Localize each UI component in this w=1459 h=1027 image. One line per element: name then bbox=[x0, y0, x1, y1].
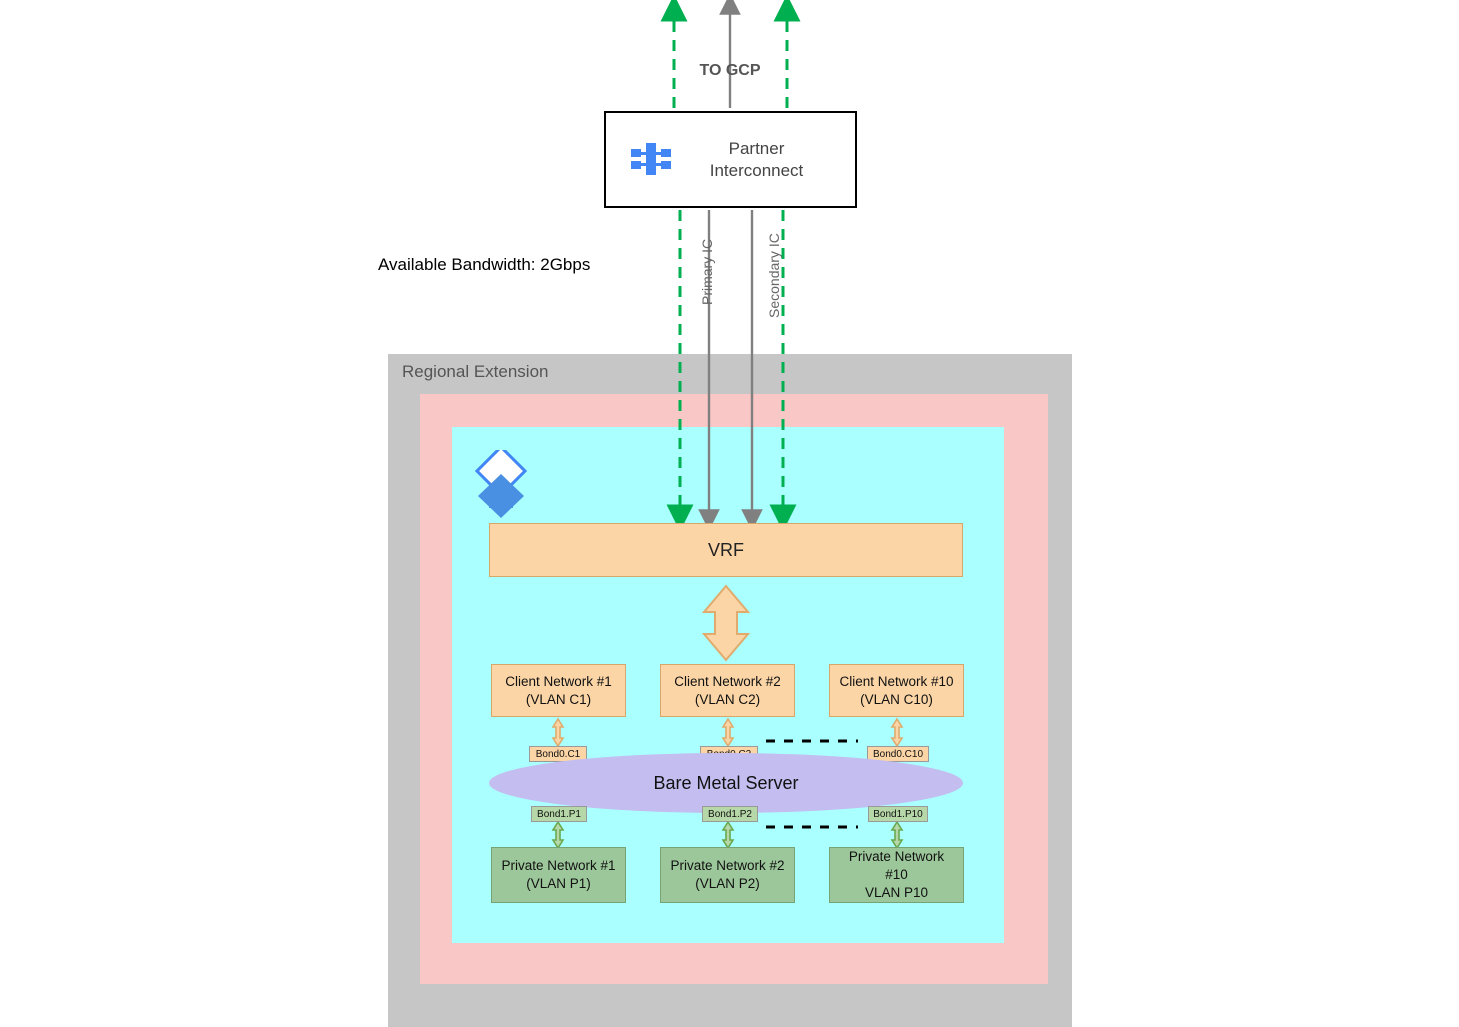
to-gcp-label: TO GCP bbox=[699, 62, 761, 79]
private-network-1 bbox=[491, 847, 626, 903]
client-network-10 bbox=[829, 664, 964, 717]
client-network-10-line2: (VLAN C10) bbox=[860, 691, 933, 707]
partner-interconnect-label bbox=[710, 138, 804, 182]
private-network-10-line1: Private Network bbox=[848, 849, 945, 864]
client-network-2-line2: (VLAN C2) bbox=[694, 691, 761, 707]
bare-metal-server-node: Bare Metal Server bbox=[489, 753, 963, 813]
primary-ic-label: Primary IC bbox=[699, 238, 715, 305]
private-network-1-line2: (VLAN P1) bbox=[526, 876, 591, 891]
layers-stack-icon bbox=[470, 450, 540, 520]
vrf-node: VRF bbox=[489, 523, 963, 577]
client-network-1 bbox=[491, 664, 626, 717]
partner-interconnect-line1: Partner bbox=[728, 138, 785, 158]
bond-tag-bond1-p2: Bond1.P2 bbox=[702, 806, 758, 822]
bond-tag-bond0-c10: Bond0.C10 bbox=[867, 746, 929, 762]
private-network-2 bbox=[660, 847, 795, 903]
available-bandwidth-label: Available Bandwidth: 2Gbps bbox=[378, 255, 591, 274]
private-network-2-line1: Private Network #2 bbox=[670, 858, 785, 873]
bond-tag-bond1-p10: Bond1.P10 bbox=[868, 806, 928, 822]
private-network-10-line3: VLAN P10 bbox=[864, 885, 929, 900]
private-network-10-line2: #10 bbox=[885, 867, 908, 882]
private-network-1-line1: Private Network #1 bbox=[501, 858, 616, 873]
client-network-2-line1: Client Network #2 bbox=[674, 673, 781, 689]
secondary-ic-label: Secondary IC bbox=[766, 233, 782, 318]
client-network-2 bbox=[660, 664, 795, 717]
private-network-2-line2: (VLAN P2) bbox=[695, 876, 760, 891]
client-network-1-line1: Client Network #1 bbox=[505, 673, 612, 689]
regional-extension-label: Regional Extension bbox=[402, 362, 549, 381]
partner-interconnect-line2: Interconnect bbox=[709, 160, 804, 180]
interconnect-icon bbox=[628, 137, 674, 181]
client-network-1-line2: (VLAN C1) bbox=[525, 691, 592, 707]
bond-tag-bond1-p1: Bond1.P1 bbox=[531, 806, 587, 822]
client-network-10-line1: Client Network #10 bbox=[839, 673, 954, 689]
bond-tag-bond0-c1: Bond0.C1 bbox=[529, 746, 587, 762]
private-network-10 bbox=[829, 847, 964, 903]
